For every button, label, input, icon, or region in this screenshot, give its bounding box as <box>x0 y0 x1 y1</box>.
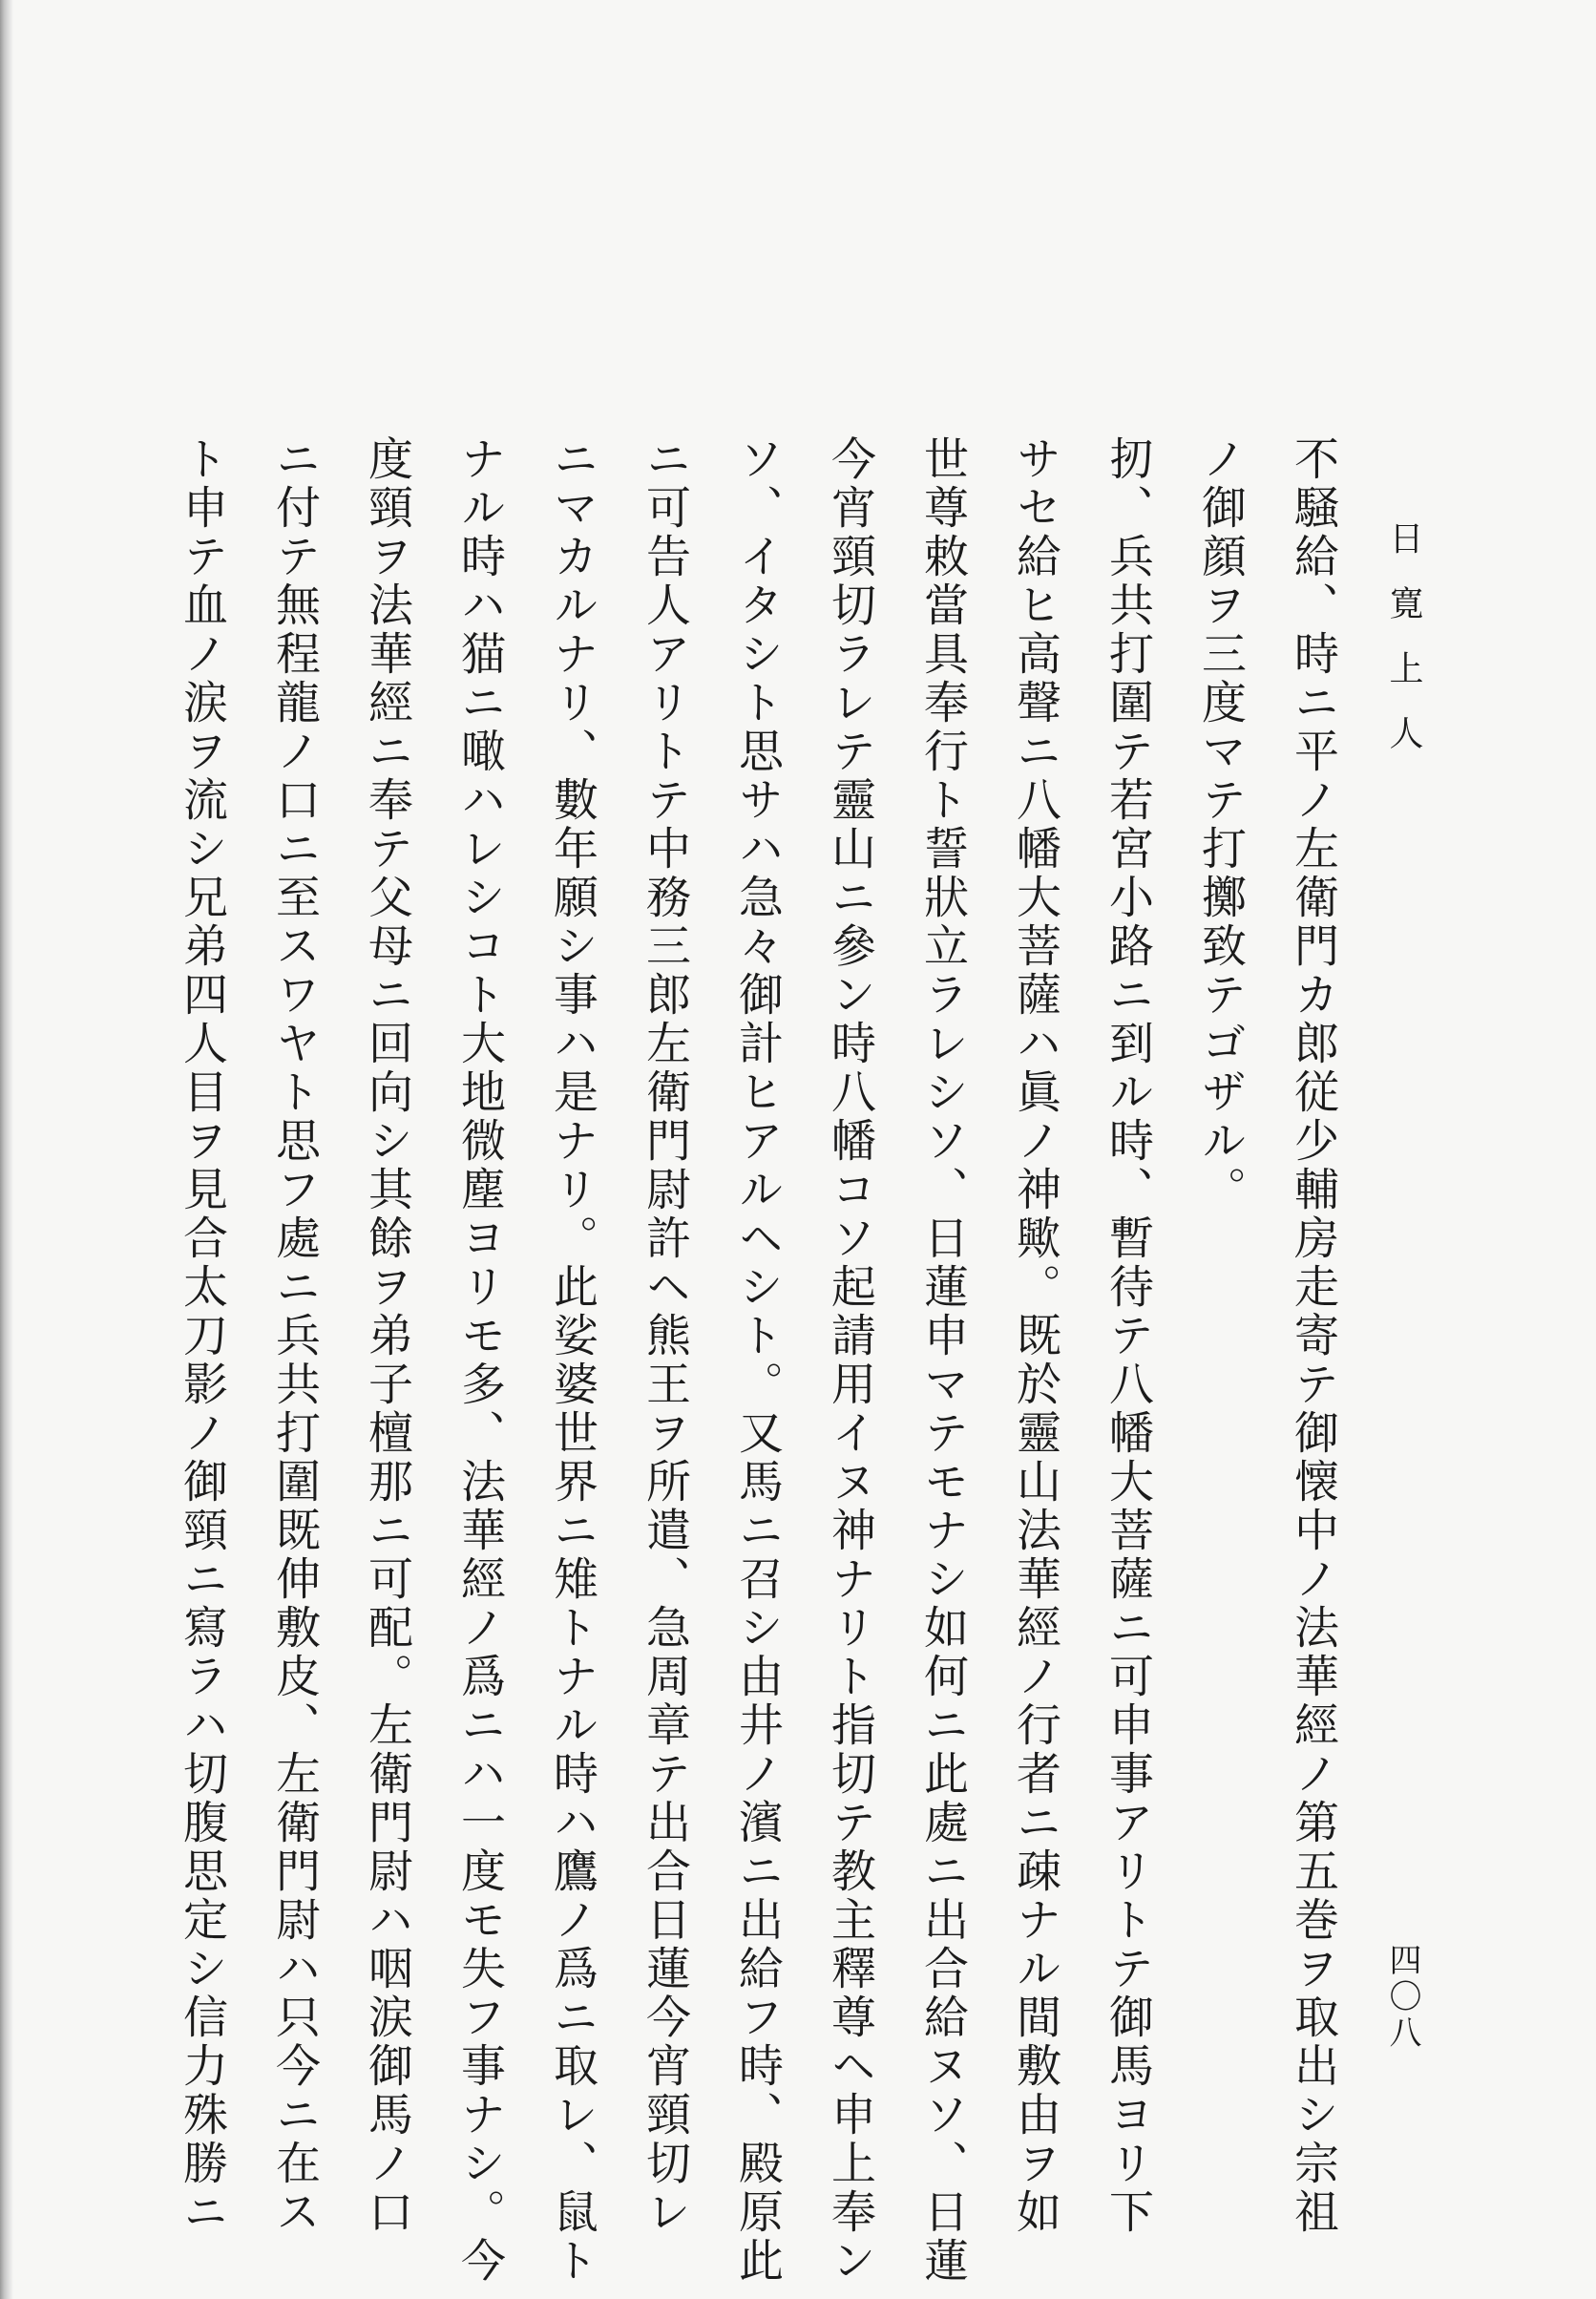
text-column: 度頸ヲ法華經ニ奉テ父母ニ回向シ其餘ヲ弟子檀那ニ可配。左衛門尉ハ咽涙御馬ノ口 <box>361 435 413 2237</box>
running-header-title: 日寛上人 <box>1384 520 1423 780</box>
text-column: ニ可告人アリトテ中務三郎左衛門尉許ヘ熊王ヲ所遣、急周章テ出合日蓮今宵頸切レ <box>639 435 691 2237</box>
text-column: サセ給ヒ高聲ニ八幡大菩薩ハ眞ノ神歟。既於靈山法華經ノ行者ニ疎ナル間敷由ヲ如 <box>1009 435 1061 2237</box>
text-column: ソ、イタシト思サハ急々御計ヒアルヘシト。又馬ニ召シ由井ノ濱ニ出給フ時、殿原此 <box>731 435 784 2286</box>
body-text <box>176 435 1359 2286</box>
text-column: ナル時ハ猫ニ噉ハレシコト大地微塵ヨリモ多、法華經ノ爲ニハ一度モ失フ事ナシ。今 <box>453 435 506 2286</box>
text-column: 扨、兵共打圍テ若宮小路ニ到ル時、暫待テ八幡大菩薩ニ可申事アリトテ御馬ヨリ下 <box>1102 435 1154 2237</box>
text-column: ノ御顔ヲ三度マテ打擲致テゴザル。 <box>1194 435 1247 1214</box>
text-column: 世尊敕當具奉行ト誓狀立ラレシソ、日蓮申マテモナシ如何ニ此處ニ出合給ヌソ、日蓮 <box>916 435 969 2286</box>
text-column: ト申テ血ノ涙ヲ流シ兄弟四人目ヲ見合太刀影ノ御頸ニ寫ラハ切腹思定シ信力殊勝ニ <box>176 435 228 2237</box>
text-column: 今宵頸切ラレテ靈山ニ參ン時八幡コソ起請用イヌ神ナリト指切テ教主釋尊ヘ申上奉ン <box>824 435 876 2286</box>
text-column: ニ付テ無程龍ノ口ニ至スワヤト思フ處ニ兵共打圍既伸敷皮、左衛門尉ハ只今ニ在ス <box>268 435 321 2237</box>
binding-edge <box>0 0 13 2299</box>
page-number: 四〇八 <box>1383 1943 1421 2052</box>
text-column: 不騒給、時ニ平ノ左衛門カ郎従少輔房走寄テ御懐中ノ法華經ノ第五巻ヲ取出シ宗祖 <box>1287 435 1339 2237</box>
text-column: ニマカルナリ、數年願シ事ハ是ナリ。此娑婆世界ニ雉トナル時ハ鷹ノ爲ニ取レ、鼠ト <box>546 435 598 2286</box>
